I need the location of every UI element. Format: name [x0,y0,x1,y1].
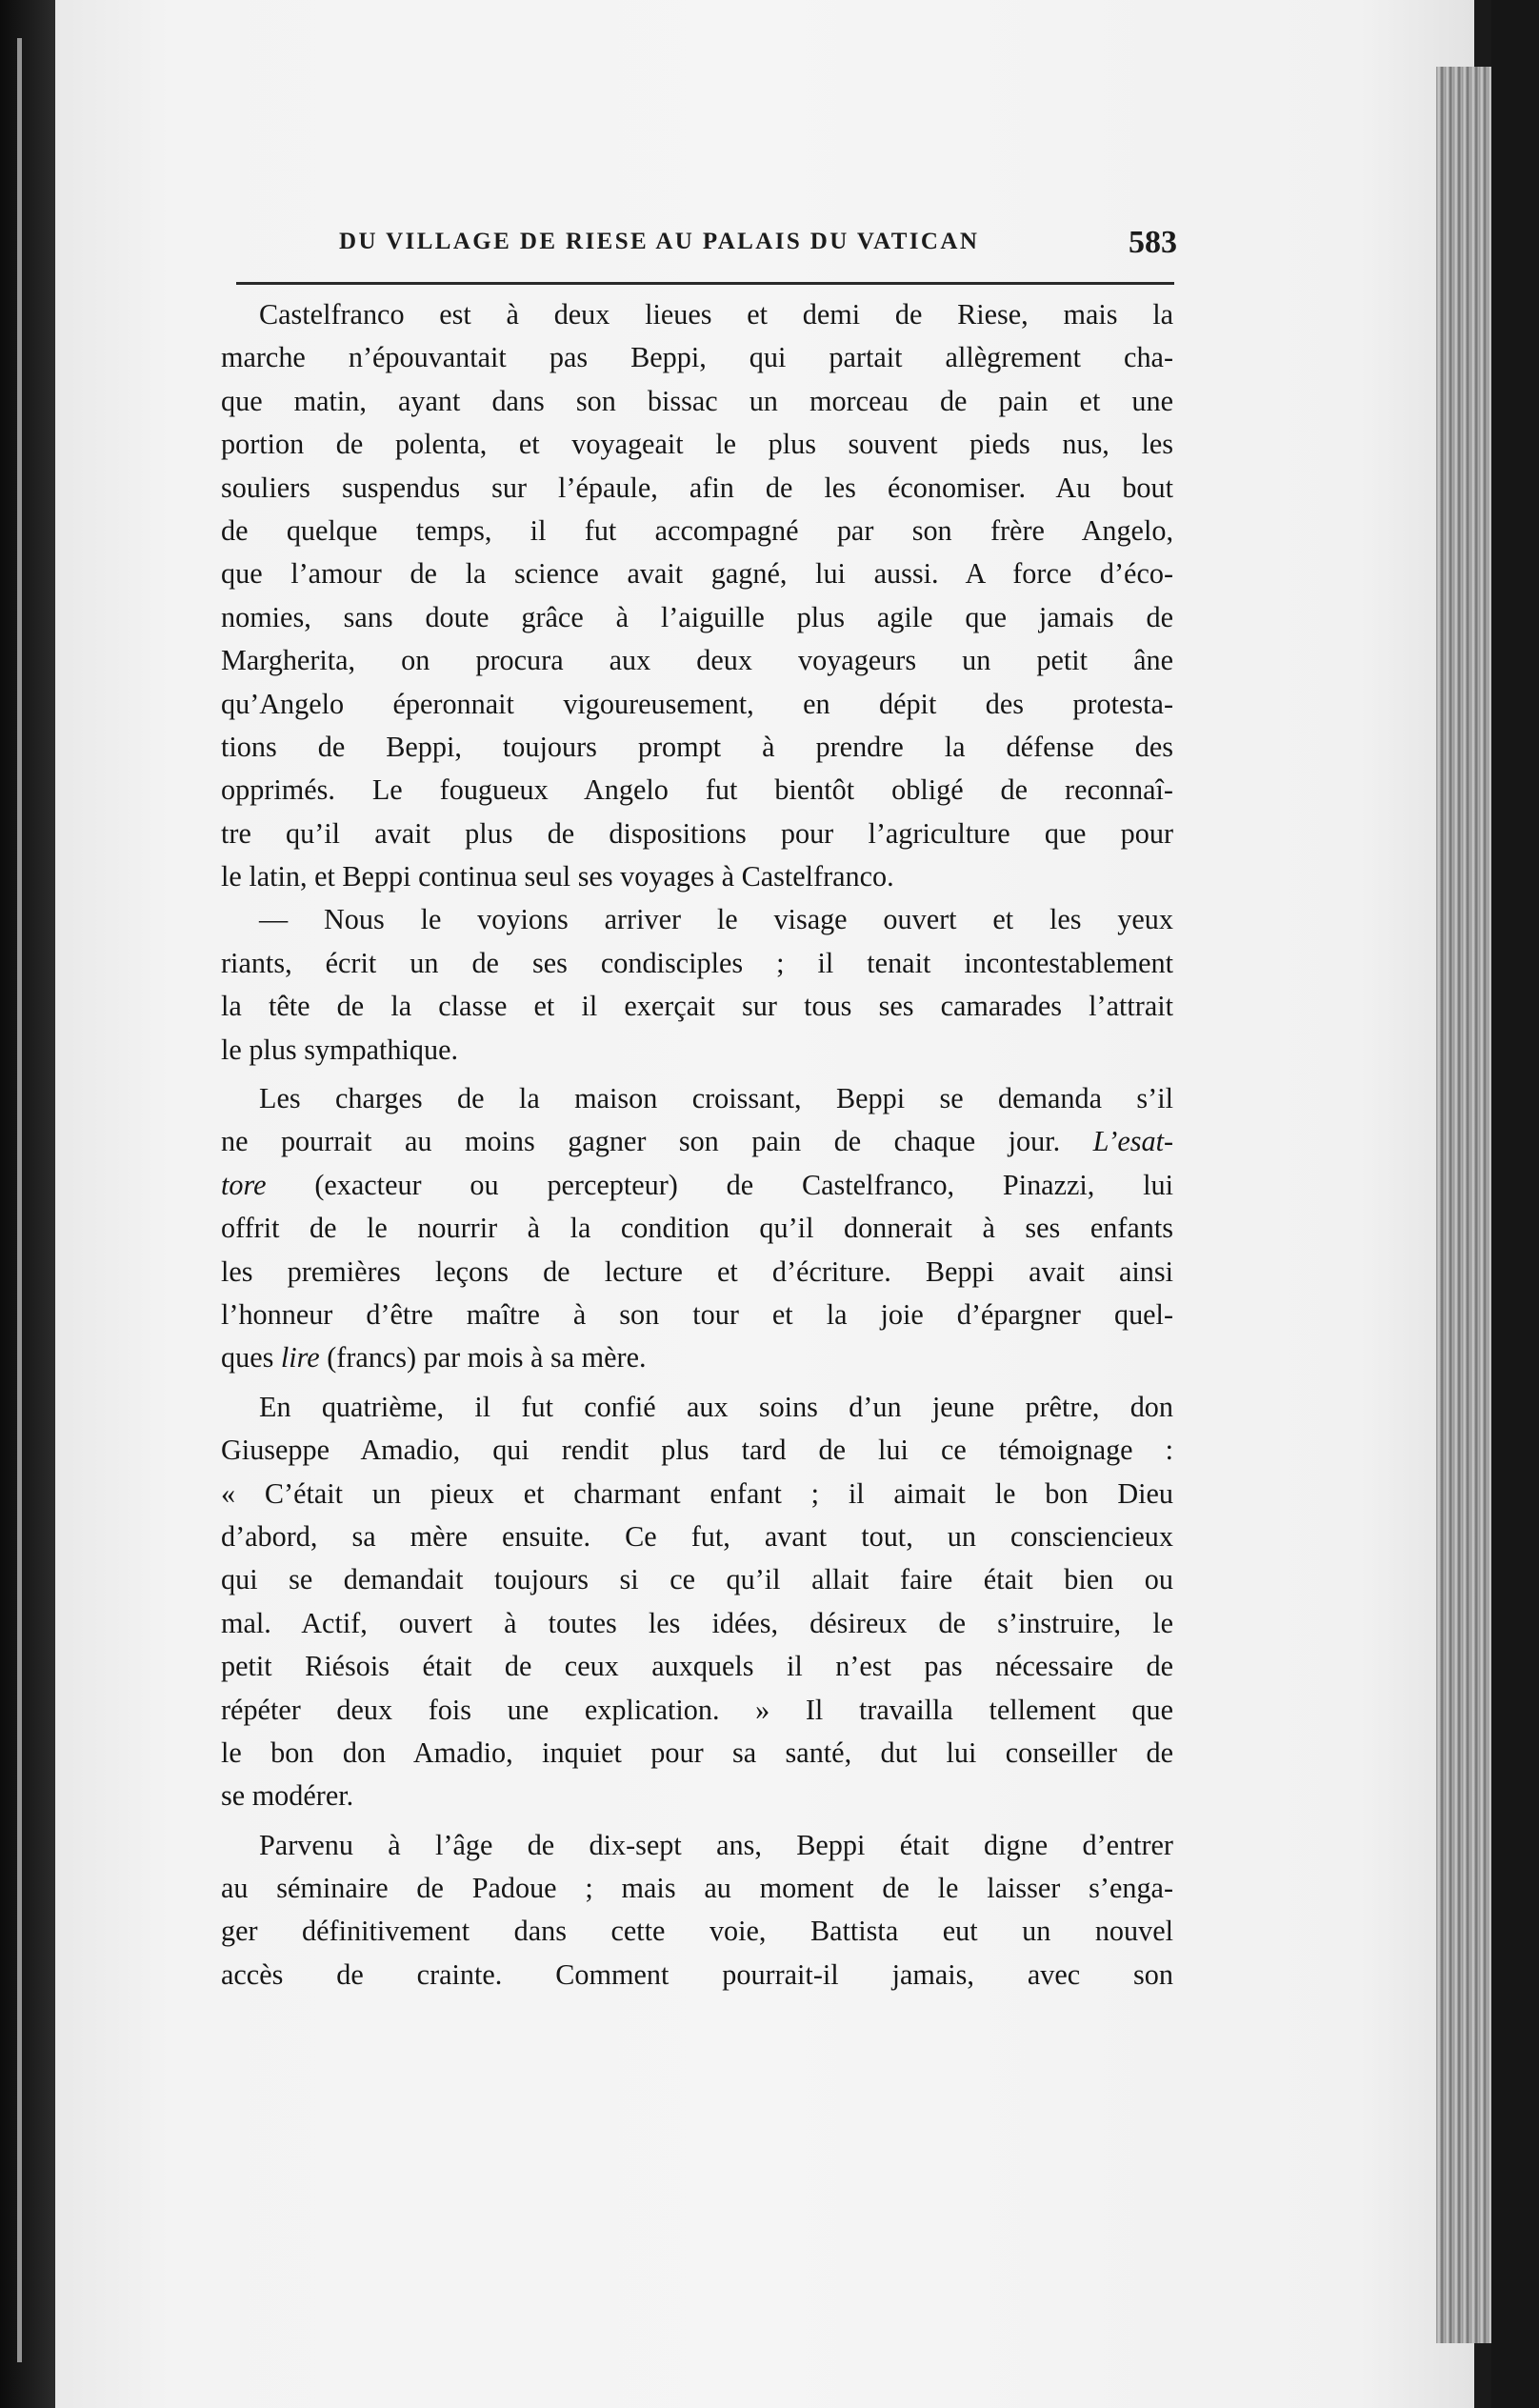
text-line: le latin, et Beppi continua seul ses voyages à Castelfranco. [221,860,894,893]
text-line: opprimés. Le fougueux Angelo fut bientôt obligé de reconnaî- [221,773,1173,807]
text-line: riants, écrit un de ses condisciples ; il tenait incontestablement [221,946,1173,979]
text-line: petit Riésois était de ceux auxquels il n’est pas nécessaire de [221,1650,1173,1683]
text-line [221,1120,1173,1163]
text-line: — Nous le voyions arriver le visage ouvert et les yeux [259,903,1173,936]
text-line: Les charges de la maison croissant, Beppi se demanda s’il [259,1082,1173,1115]
text-line: le plus sympathique. [221,1033,459,1066]
text-line: le bon don Amadio, inquiet pour sa santé, dut lui conseiller de [221,1736,1173,1769]
italic-word: tore [221,1168,267,1201]
text-line: portion de polenta, et voyageait le plus souvent pieds nus, les [221,428,1173,461]
page-number: 583 [1129,225,1177,260]
italic-word: L’esat- [1092,1125,1174,1158]
text-line: que l’amour de la science avait gagné, lui aussi. A force d’éco- [221,557,1173,591]
text-line: nomies, sans doute grâce à l’aiguille plus agile que jamais de [221,600,1173,633]
text-line [221,1164,1173,1207]
text-line: tre qu’il avait plus de dispositions pour l’agriculture que pour [221,816,1173,850]
text-line: ger définitivement dans cette voie, Battista eut un nouvel [221,1915,1173,1948]
text-segment: (francs) par mois à sa mère. [319,1341,647,1375]
text-line: Parvenu à l’âge de dix-sept ans, Beppi était digne d’entrer [259,1828,1173,1861]
text-line: la tête de la classe et il exerçait sur tous ses camarades l’attrait [221,990,1173,1023]
running-title: DU VILLAGE DE RIESE AU PALAIS DU VATICAN [339,229,980,254]
text-line: l’honneur d’être maître à son tour et la joie d’épargner quel- [221,1297,1173,1331]
text-line: tions de Beppi, toujours prompt à prendre la défense des [221,730,1173,763]
italic-word: lire [280,1341,320,1375]
book-page [55,0,1474,2408]
text-line: En quatrième, il fut confié aux soins d’un jeune prêtre, don [259,1390,1173,1423]
text-line: Castelfranco est à deux lieues et demi de Riese, mais la [259,298,1173,331]
text-line: que matin, ayant dans son bissac un morceau de pain et une [221,384,1173,417]
text-line: marche n’épouvantait pas Beppi, qui partait allègrement cha- [221,341,1173,374]
text-line: offrit de le nourrir à la condition qu’il donnerait à ses enfants [221,1212,1173,1245]
facing-page-edge [17,38,22,2362]
text-line: mal. Actif, ouvert à toutes les idées, désireux de s’instruire, le [221,1606,1173,1639]
text-line: souliers suspendus sur l’épaule, afin de les économiser. Au bout [221,471,1173,504]
page-stack-edge [1436,67,1491,2343]
text-line: les premières leçons de lecture et d’écriture. Beppi avait ainsi [221,1254,1173,1288]
scan-background [1491,0,1539,2408]
book-gutter-shadow [0,0,55,2408]
text-line: de quelque temps, il fut accompagné par son frère Angelo, [221,513,1173,547]
text-segment: ques [221,1341,274,1375]
header-rule [236,282,1174,285]
text-line: « C’était un pieux et charmant enfant ; il aimait le bon Dieu [221,1476,1173,1510]
text-line: qu’Angelo éperonnait vigoureusement, en dépit des protesta- [221,687,1173,720]
text-line: qui se demandait toujours si ce qu’il allait faire était bien ou [221,1563,1173,1596]
text-line: au séminaire de Padoue ; mais au moment de le laisser s’enga- [221,1872,1173,1905]
text-segment: ne pourrait au moins gagner son pain de chaque jour. [221,1125,1061,1158]
text-segment: (exacteur ou percepteur) de Castelfranco, Pinazzi, lui [266,1168,1173,1201]
body-text [221,293,1173,1997]
text-line: accès de crainte. Comment pourrait-il jamais, avec son [221,1957,1173,1991]
text-line: répéter deux fois une explication. » Il travailla tellement que [221,1693,1173,1726]
page-header [339,225,1177,267]
text-line: se modérer. [221,1779,354,1813]
text-line: d’abord, sa mère ensuite. Ce fut, avant tout, un consciencieux [221,1519,1173,1553]
text-line: Margherita, on procura aux deux voyageurs un petit âne [221,644,1173,677]
text-line: Giuseppe Amadio, qui rendit plus tard de lui ce témoignage : [221,1434,1173,1467]
text-line [221,1336,1173,1379]
